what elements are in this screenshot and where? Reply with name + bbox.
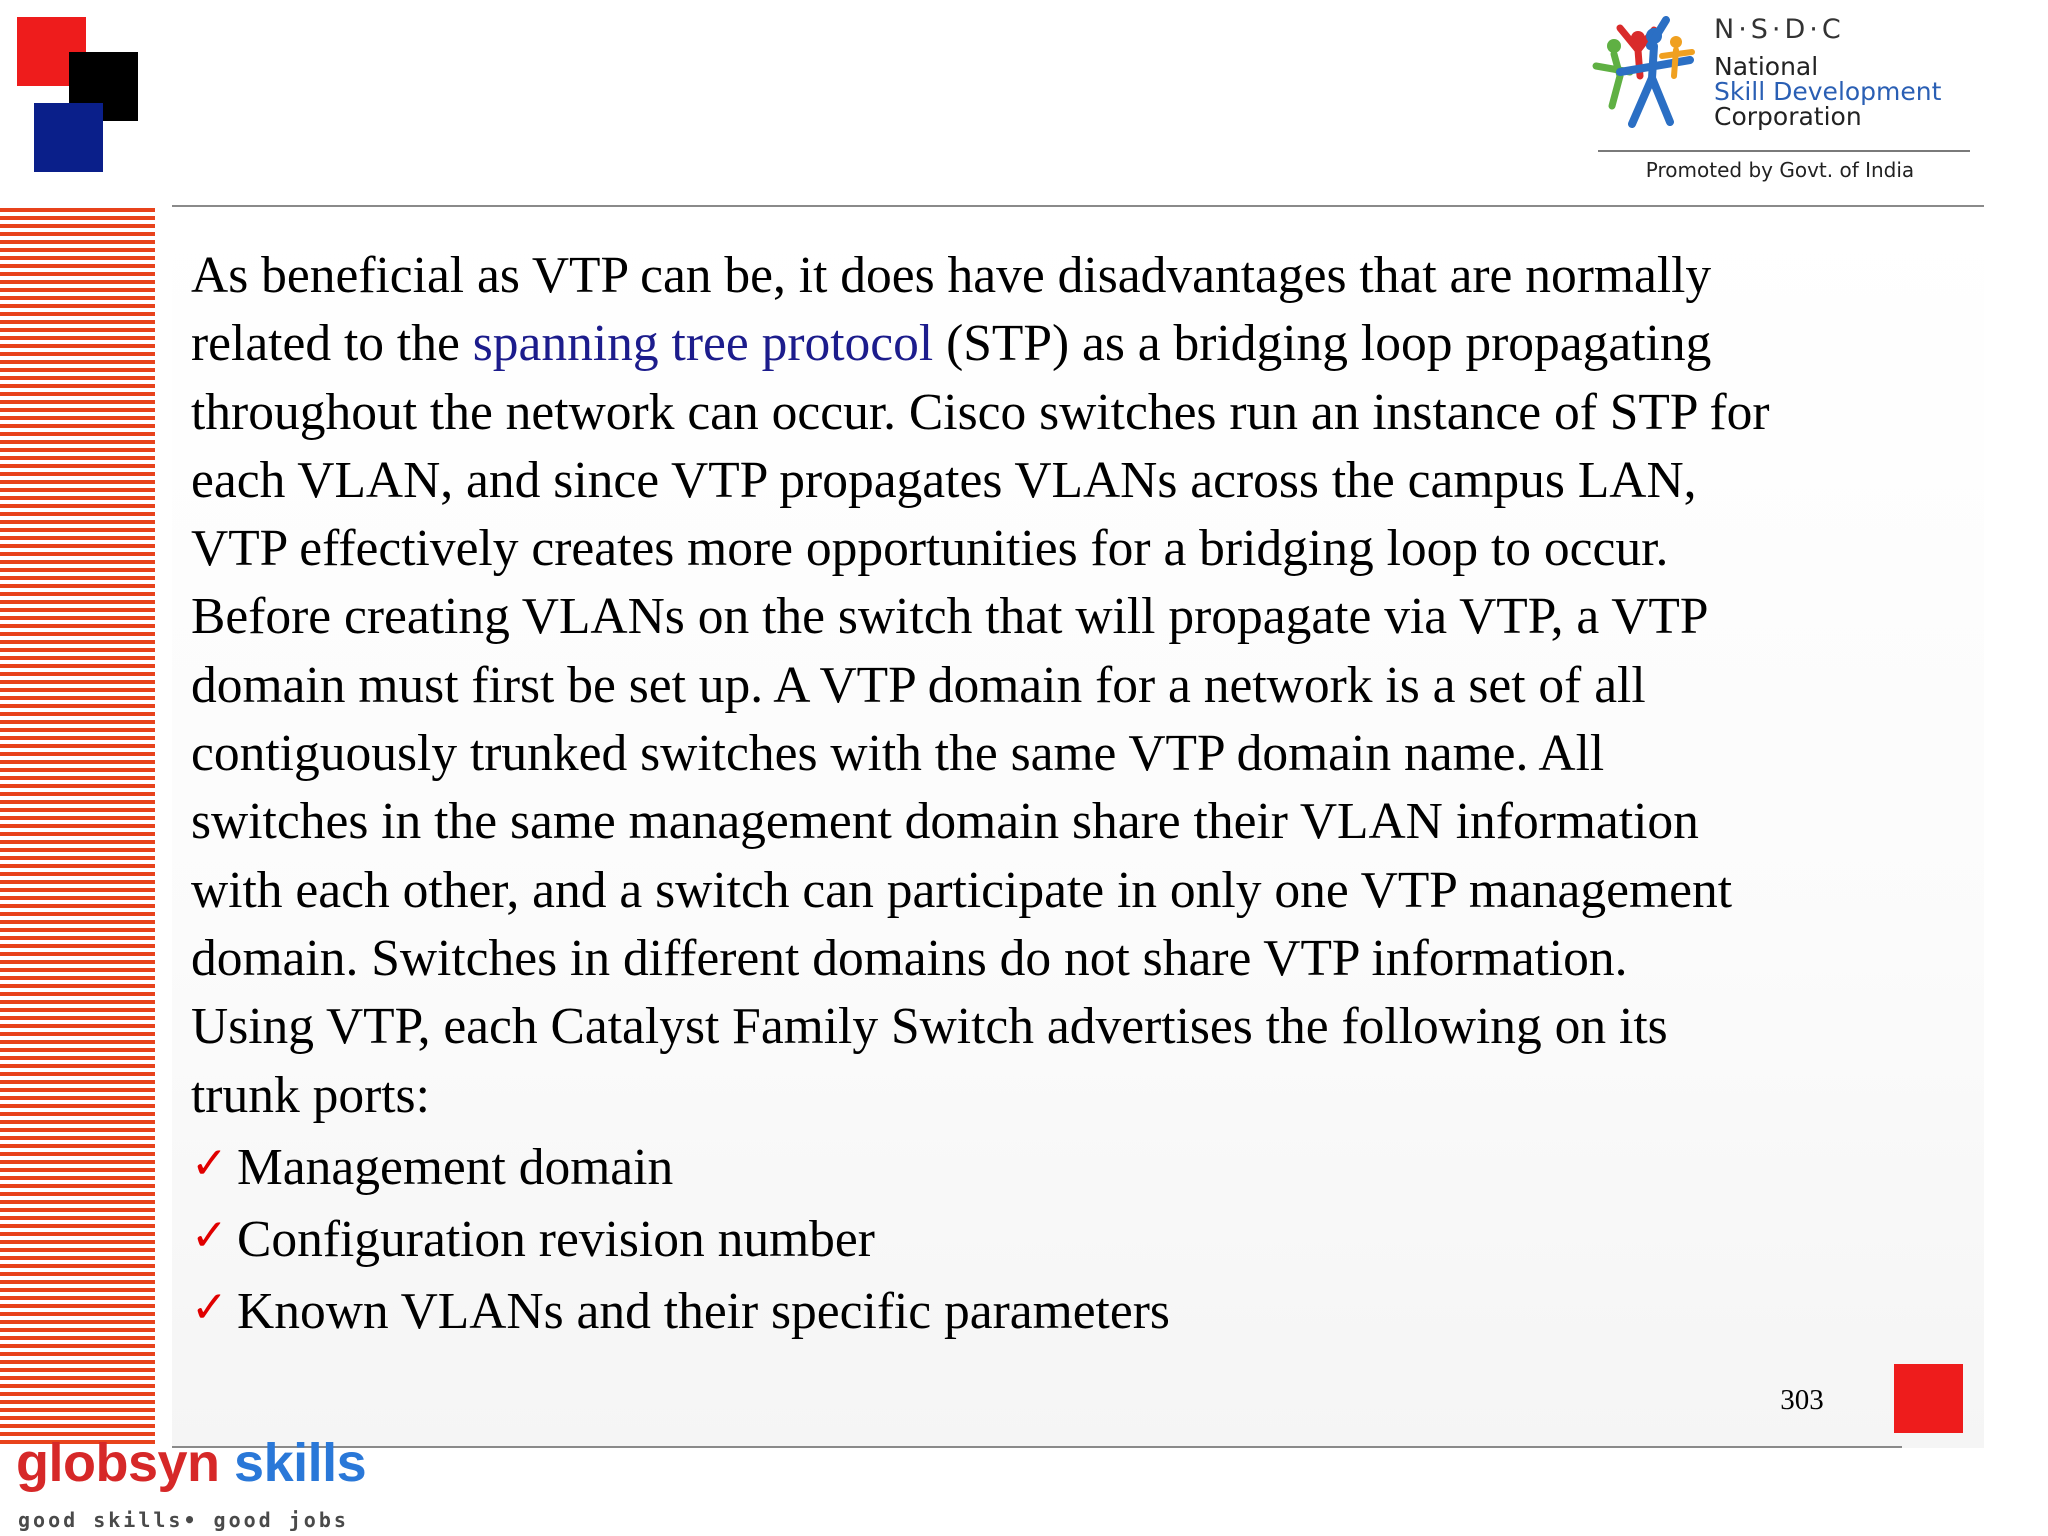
brand-tagline: good skills• good jobs (18, 1508, 349, 1532)
slide-body (191, 242, 1971, 1347)
body-line: VTP effectively creates more opportunities for a bridging loop to occur. (191, 520, 1669, 578)
brand-part2: skills (234, 1433, 367, 1493)
brand-part1: globsyn (16, 1433, 220, 1493)
bullet-item (191, 1130, 1971, 1202)
decor-blue-square (34, 103, 103, 172)
bullet-text: Management domain (237, 1138, 674, 1196)
globsyn-logo (16, 1432, 366, 1494)
body-line: As beneficial as VTP can be, it does have disadvantages that are normally (191, 247, 1712, 304)
spanning-tree-link[interactable]: spanning tree protocol (472, 315, 934, 373)
body-line: domain. Switches in different domains do not share VTP information. (191, 929, 1628, 987)
body-line: each VLAN, and since VTP propagates VLANs across the campus LAN, (191, 451, 1697, 509)
promoted-by-text: Promoted by Govt. of India (1645, 158, 1915, 182)
nsdc-abbreviation: N·S·D·C (1714, 14, 1845, 45)
logo-divider (1598, 150, 1970, 152)
body-line (191, 310, 1971, 378)
body-line: trunk ports: (191, 1066, 430, 1124)
body-line: Before creating VLANs on the switch that will propagate via VTP, a VTP (191, 588, 1709, 646)
page-number: 303 (1780, 1384, 1824, 1416)
striped-side-band (0, 208, 155, 1446)
body-line: Using VTP, each Catalyst Family Switch advertises the following on its (191, 998, 1668, 1056)
people-figures-icon (1590, 16, 1710, 134)
nsdc-logo (1590, 12, 1970, 187)
body-line: domain must first be set up. A VTP domain for a network is a set of all (191, 656, 1646, 714)
bottom-divider (172, 1446, 1902, 1448)
nsdc-name-line3: Corporation (1714, 102, 1862, 131)
body-line: with each other, and a switch can participate in only one VTP management (191, 861, 1733, 919)
body-line: throughout the network can occur. Cisco switches run an instance of STP for (191, 383, 1770, 441)
check-icon: ✓ (191, 1210, 228, 1262)
check-icon: ✓ (191, 1282, 228, 1334)
top-divider (172, 205, 1984, 207)
nsdc-name-line2: Skill Development (1714, 77, 1942, 106)
body-line: contiguously trunked switches with the same VTP domain name. All (191, 725, 1605, 783)
body-line-suffix: (STP) as a bridging loop propagating (933, 315, 1712, 373)
bullet-item (191, 1274, 1971, 1346)
check-icon: ✓ (191, 1137, 228, 1189)
bullet-text: Configuration revision number (237, 1211, 875, 1269)
bullet-item (191, 1202, 1971, 1274)
body-line: switches in the same management domain share their VLAN information (191, 793, 1699, 851)
body-line-prefix: related to the (191, 315, 473, 373)
nsdc-name-line1: National (1714, 52, 1819, 81)
decor-corner-red-square (1894, 1364, 1963, 1433)
bullet-text: Known VLANs and their specific parameters (237, 1283, 1170, 1341)
